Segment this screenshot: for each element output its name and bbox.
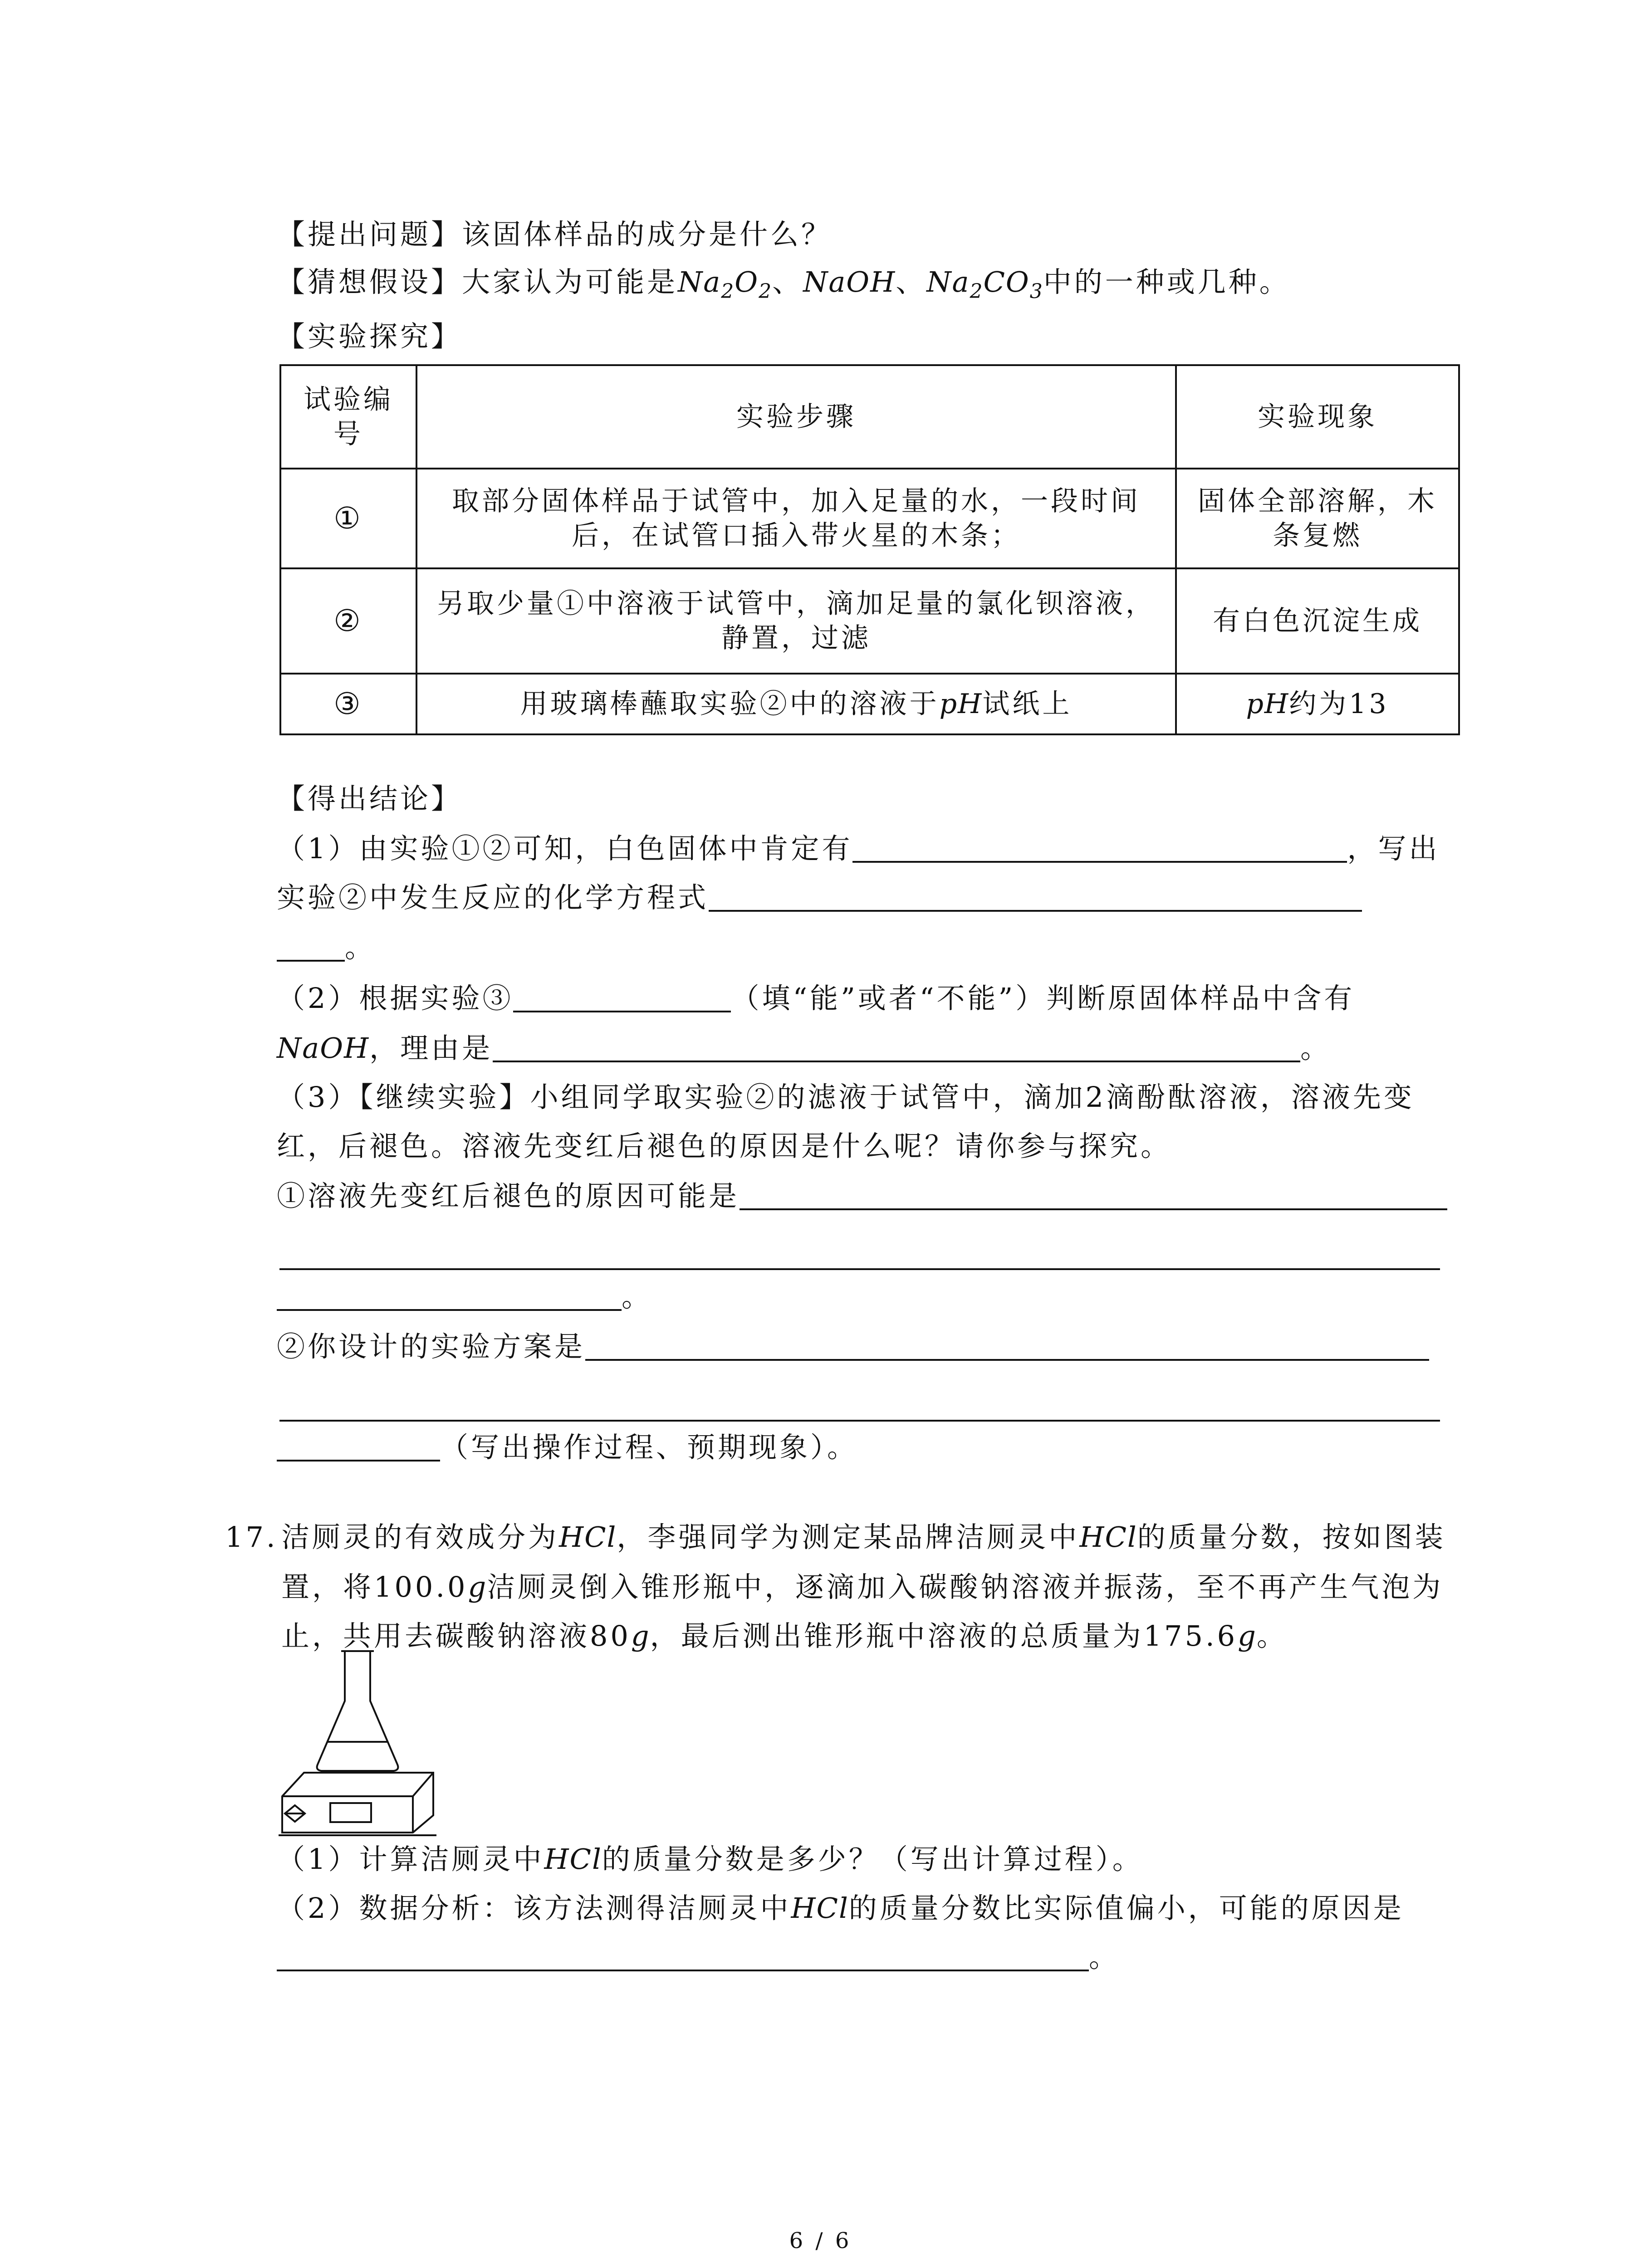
- row-observation: pH约为13: [1176, 674, 1459, 734]
- row-number: ③: [280, 674, 416, 734]
- row-observation: 固体全部溶解，木条复燃: [1176, 469, 1459, 568]
- row-number: ①: [280, 469, 416, 568]
- q3-line-2: 红，后褪色。溶液先变红后褪色的原因是什么呢？请你参与探究。: [277, 1129, 1172, 1163]
- flask-icon: [317, 1651, 398, 1771]
- q3-1-line: ①溶液先变红后褪色的原因可能是: [277, 1178, 1447, 1214]
- experiment-table: [279, 364, 1460, 735]
- hypothesis-prefix: 【猜想假设】大家认为可能是: [277, 265, 678, 298]
- answer-line[interactable]: [279, 1268, 1440, 1270]
- q17-line-2: 置，将100.0g洁厕灵倒入锥形瓶中，逐滴加入碳酸钠溶液并振荡，至不再产生气泡为: [281, 1570, 1444, 1603]
- conclusion-heading: 【得出结论】: [277, 782, 462, 815]
- answer-blank[interactable]: [740, 1183, 1447, 1210]
- q17-line-3: 止，共用去碳酸钠溶液80g，最后测出锥形瓶中溶液的总质量为175.6g。: [281, 1619, 1288, 1652]
- q2-line-1: （2）根据实验③ （填“能”或者“不能”）判断原固体样品中含有: [277, 982, 1355, 1015]
- q2-line-2: NaOH，理由是 。: [277, 1031, 1332, 1065]
- exploration-heading: 【实验探究】: [277, 320, 462, 353]
- q17-sub-1: （1）计算洁厕灵中HCl的质量分数是多少？（写出计算过程）。: [277, 1843, 1143, 1876]
- row-observation: 有白色沉淀生成: [1176, 568, 1459, 674]
- question-line: 【提出问题】该固体样品的成分是什么？: [277, 218, 833, 251]
- q17-sub-2: （2）数据分析：该方法测得洁厕灵中HCl的质量分数比实际值偏小，可能的原因是: [277, 1892, 1404, 1925]
- header-steps: 实验步骤: [416, 365, 1176, 469]
- answer-line[interactable]: [279, 1420, 1440, 1422]
- row-step: 用玻璃棒蘸取实验②中的溶液于pH试纸上: [416, 674, 1176, 734]
- answer-blank[interactable]: [277, 1944, 1089, 1971]
- q1-line-2: 实验②中发生反应的化学方程式: [277, 880, 1362, 915]
- answer-blank[interactable]: [585, 1334, 1429, 1361]
- q17-number: 17.: [225, 1520, 278, 1554]
- q17-line-1: 洁厕灵的有效成分为HCl，李强同学为测定某品牌洁厕灵中HCl的质量分数，按如图装: [281, 1520, 1446, 1554]
- answer-blank[interactable]: [709, 885, 1362, 912]
- q3-line-1: （3）【继续实验】小组同学取实验②的滤液于试管中，滴加2滴酚酞溶液，溶液先变: [277, 1080, 1415, 1114]
- q3-2-line: ②你设计的实验方案是: [277, 1329, 1429, 1364]
- table-header-row: [280, 365, 1459, 469]
- table-row: [280, 568, 1459, 674]
- q17-sub-2-answer: 。: [277, 1940, 1120, 1975]
- flask-on-balance-figure: [277, 1647, 440, 1837]
- row-number: ②: [280, 568, 416, 674]
- q3-2-end-line: （写出操作过程、预期现象）。: [277, 1430, 858, 1465]
- separator: 、: [896, 265, 927, 298]
- answer-blank[interactable]: [493, 1035, 1300, 1062]
- formula-na2co3: $Na_2CO_3$: [926, 265, 1043, 303]
- formula-na2o2: $Na_2O_2$: [678, 265, 773, 303]
- header-observations: 实验现象: [1176, 365, 1459, 469]
- table-row: [280, 469, 1459, 568]
- formula-naoh: NaOH: [803, 265, 896, 298]
- answer-blank[interactable]: [277, 1434, 440, 1461]
- q3-1-end-line: 。: [277, 1279, 652, 1315]
- q1-line-3: 。: [277, 930, 376, 965]
- answer-blank[interactable]: [852, 836, 1347, 863]
- table-row: [280, 674, 1459, 734]
- row-step: 取部分固体样品于试管中，加入足量的水，一段时间后，在试管口插入带火星的木条；: [416, 469, 1176, 568]
- header-number: 试验编号: [280, 365, 416, 469]
- row-step: 另取少量①中溶液于试管中，滴加足量的氯化钡溶液，静置，过滤: [416, 568, 1176, 674]
- answer-blank[interactable]: [277, 934, 345, 962]
- hypothesis-line: [277, 264, 1290, 309]
- page-number: 6 / 6: [789, 2228, 852, 2253]
- separator: 、: [772, 265, 803, 298]
- q1-line-1: （1）由实验①②可知，白色固体中肯定有 ，写出: [277, 832, 1440, 865]
- answer-blank[interactable]: [513, 985, 731, 1012]
- answer-blank[interactable]: [277, 1284, 622, 1311]
- hypothesis-suffix: 中的一种或几种。: [1043, 265, 1290, 298]
